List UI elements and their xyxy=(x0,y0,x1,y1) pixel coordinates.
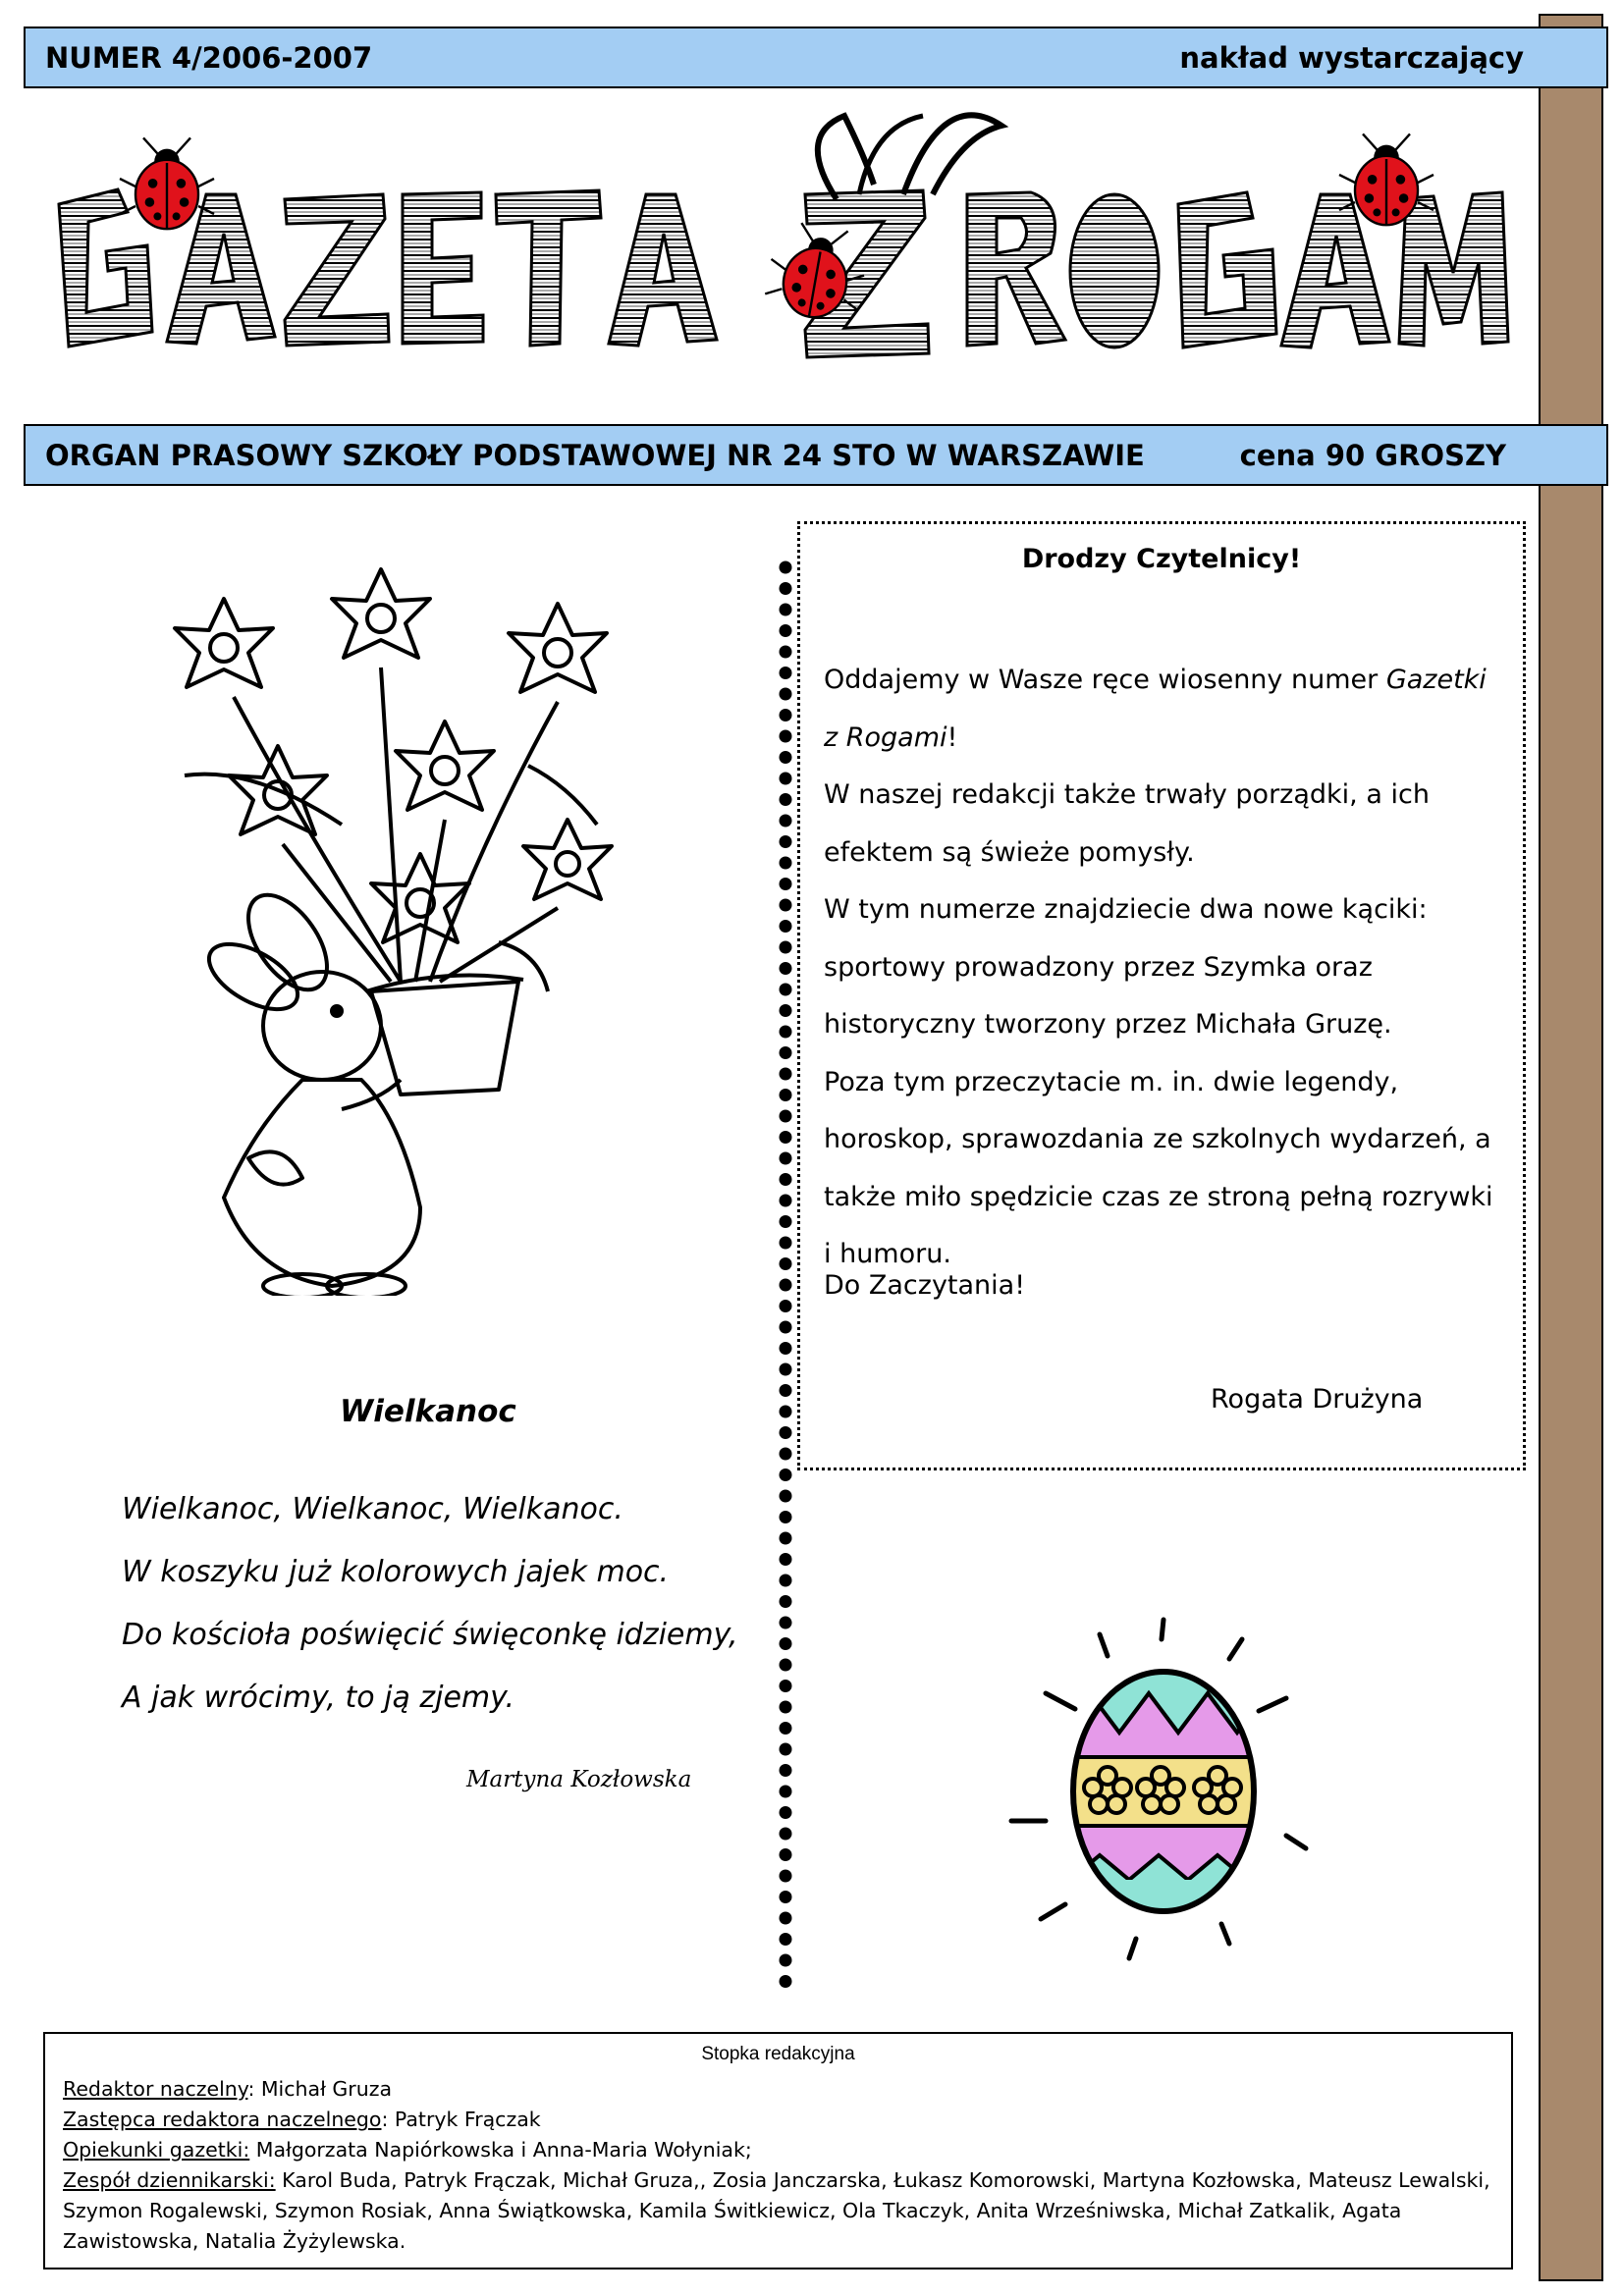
footer-editor-label: Redaktor naczelny xyxy=(63,2077,248,2101)
divider-dot xyxy=(780,1089,792,1101)
editorial-footer xyxy=(43,2032,1513,2269)
divider-dot xyxy=(780,984,792,996)
poem-line: A jak wrócimy, to ją zjemy. xyxy=(122,1681,515,1715)
divider-dot xyxy=(780,1173,792,1186)
divider-dot xyxy=(780,857,792,870)
editorial-paragraph: Poza tym przeczytacie m. in. dwie legendy, horoskop, sprawozdania ze szkolnych wydarzeń, a także miło spędzicie czas ze stroną pełną rozrywki i humoru. xyxy=(824,1066,1493,1269)
footer-guardians: Małgorzata Napiórkowska i Anna-Maria Wołyniak; xyxy=(249,2138,752,2162)
footer-editor: : Michał Gruza xyxy=(247,2077,393,2101)
divider-dot xyxy=(780,878,792,890)
divider-dot xyxy=(780,624,792,637)
divider-dot xyxy=(780,1617,792,1629)
divider-dot xyxy=(780,1110,792,1123)
divider-dot xyxy=(780,1637,792,1650)
poem-body xyxy=(122,1478,738,1730)
editorial-paragraph: W tym numerze znajdziecie dwa nowe kąciki: sportowy prowadzony przez Szymka oraz historyczny tworzony przez Michała Gruzę. xyxy=(824,894,1428,1040)
editorial-greeting: Drodzy Czytelnicy! xyxy=(1021,544,1302,574)
divider-dot xyxy=(780,1215,792,1228)
divider-dot xyxy=(780,1828,792,1841)
divider-dot xyxy=(780,1195,792,1207)
editorial-paragraph: W naszej redakcji także trwały porządki, a ich efektem są świeże pomysły. xyxy=(824,779,1430,868)
divider-dot xyxy=(780,1722,792,1735)
divider-dot xyxy=(780,1680,792,1692)
divider-dot xyxy=(780,1490,792,1503)
divider-dot xyxy=(780,1131,792,1144)
divider-dot xyxy=(780,1468,792,1481)
divider-dot xyxy=(780,1786,792,1798)
divider-dot xyxy=(780,835,792,848)
divider-dot xyxy=(780,1406,792,1418)
footer-team: Karol Buda, Patryk Frączak, Michał Gruza,, Zosia Janczarska, Łukasz Komorowski, Martyna Kozłowska, Mateusz Lewalski, Szymon Rogalewski, Szymon Rosiak, Anna Świątkowska, Kamila Świtkiewicz, Ola Tkaczyk, Anita Wrześniwska, Michał Zatkalik, Agata Zawistowska, Natalia Żyżylewska. xyxy=(63,2168,1490,2253)
divider-dot xyxy=(780,1279,792,1292)
divider-dot xyxy=(780,941,792,954)
divider-dot xyxy=(780,1004,792,1017)
footer-editor-line xyxy=(63,2074,1491,2105)
divider-dot xyxy=(780,1975,792,1988)
poem-line: W koszyku już kolorowych jajek moc. xyxy=(122,1555,670,1589)
divider-dot xyxy=(780,962,792,975)
footer-team-label: Zespół dziennikarski: xyxy=(63,2168,276,2192)
masthead-logo xyxy=(39,96,1532,410)
easter-egg-illustration xyxy=(1001,1585,1316,1978)
divider-dot xyxy=(780,1764,792,1777)
editorial-intro-end: ! xyxy=(947,721,958,753)
column-divider xyxy=(776,560,795,1993)
divider-dot xyxy=(780,709,792,721)
divider-dot xyxy=(780,1321,792,1334)
divider-dot xyxy=(780,1448,792,1461)
footer-guardians-label: Opiekunki gazetki: xyxy=(63,2138,250,2162)
divider-dot xyxy=(780,899,792,912)
price-text: cena 90 GROSZY xyxy=(1239,439,1506,472)
divider-dot xyxy=(780,1363,792,1376)
divider-dot xyxy=(780,1870,792,1883)
divider-dot xyxy=(780,815,792,828)
divider-dot xyxy=(780,561,792,574)
divider-dot xyxy=(780,1891,792,1903)
divider-dot xyxy=(780,1912,792,1925)
divider-dot xyxy=(780,793,792,806)
footer-guardians-line xyxy=(63,2135,1491,2165)
editorial-body xyxy=(824,652,1507,1284)
divider-dot xyxy=(780,1152,792,1165)
divider-dot xyxy=(780,1026,792,1039)
issue-band xyxy=(24,27,1608,88)
divider-dot xyxy=(780,1933,792,1946)
side-decor-bar xyxy=(1539,14,1603,2281)
divider-dot xyxy=(780,1659,792,1672)
footer-team-line xyxy=(63,2165,1491,2257)
divider-dot xyxy=(780,582,792,595)
divider-dot xyxy=(780,1068,792,1081)
divider-dot xyxy=(780,1426,792,1439)
footer-lines xyxy=(63,2074,1491,2257)
divider-dot xyxy=(780,1300,792,1312)
divider-dot xyxy=(780,1954,792,1967)
divider-dot xyxy=(780,604,792,616)
organ-text: ORGAN PRASOWY SZKOŁY PODSTAWOWEJ NR 24 STO W WARSZAWIE xyxy=(45,439,1145,472)
editorial-closing: Do Zaczytania! xyxy=(824,1270,1026,1301)
footer-deputy: : Patryk Frączak xyxy=(381,2108,541,2131)
divider-dot xyxy=(780,773,792,785)
organ-band xyxy=(24,424,1608,486)
editorial-signature: Rogata Drużyna xyxy=(1211,1384,1424,1415)
divider-dot xyxy=(780,1532,792,1545)
divider-dot xyxy=(780,1553,792,1566)
editorial-intro xyxy=(824,652,1507,767)
divider-dot xyxy=(780,688,792,701)
divider-dot xyxy=(780,1384,792,1397)
footer-deputy-label: Zastępca redaktora naczelnego xyxy=(63,2108,382,2131)
poem-line: Do kościoła poświęcić święconkę idziemy, xyxy=(122,1618,738,1652)
divider-dot xyxy=(780,1743,792,1756)
circulation-note: nakład wystarczający xyxy=(1179,41,1524,75)
divider-dot xyxy=(780,667,792,679)
poem-title: Wielkanoc xyxy=(340,1394,516,1429)
divider-dot xyxy=(780,1342,792,1355)
divider-dot xyxy=(780,751,792,764)
footer-title: Stopka redakcyjna xyxy=(701,2044,855,2064)
divider-dot xyxy=(780,1046,792,1059)
divider-dot xyxy=(780,920,792,933)
divider-dot xyxy=(780,1806,792,1819)
footer-deputy-line xyxy=(63,2105,1491,2135)
divider-dot xyxy=(780,1575,792,1587)
editorial-box xyxy=(797,521,1526,1470)
poem-line: Wielkanoc, Wielkanoc, Wielkanoc. xyxy=(122,1492,623,1526)
divider-dot xyxy=(780,1595,792,1608)
bunny-flowers-illustration xyxy=(106,530,685,1296)
poem-author: Martyna Kozłowska xyxy=(466,1767,692,1792)
issue-number: NUMER 4/2006-2007 xyxy=(45,41,373,75)
divider-dot xyxy=(780,1511,792,1523)
divider-dot xyxy=(780,646,792,659)
divider-dot xyxy=(780,1701,792,1714)
divider-dot xyxy=(780,1237,792,1250)
editorial-intro-text: Oddajemy w Wasze ręce wiosenny numer xyxy=(824,665,1386,695)
divider-dot xyxy=(780,1848,792,1861)
divider-dot xyxy=(780,1257,792,1270)
divider-dot xyxy=(780,730,792,743)
editorial-intro-title: Gazetki z Rogami xyxy=(824,665,1487,753)
